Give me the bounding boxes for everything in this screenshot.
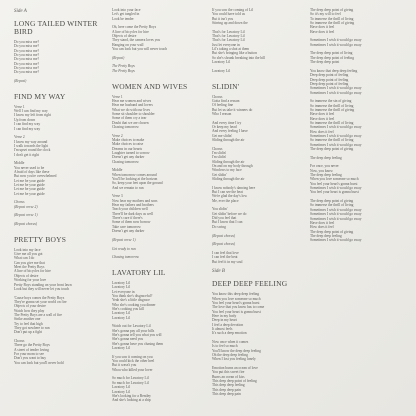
lyric-line: But she's bringing like a button	[212, 51, 257, 56]
lyric-line: That's for Lavatory Lil	[212, 29, 245, 34]
lyric-line: Lavatory Lil	[212, 68, 231, 73]
lyric-line: So immerse the thrill of living	[310, 103, 354, 108]
lyric-line: You'll be looking at the horizon	[112, 177, 158, 182]
lyric-line: (Repeat verse 1)	[112, 237, 136, 242]
lyric-line: The deep deep feeling	[310, 155, 342, 160]
lyric-line: Let me be your guide	[14, 191, 45, 196]
lyric-line: She's looking for a Bentley	[112, 393, 151, 398]
lyric-line: They're gonna set your world on fire	[14, 299, 67, 304]
lyric-line: Get slidin'	[212, 172, 227, 177]
lyric-line: Middle	[112, 168, 123, 173]
lyric-line: Lavatory Lil	[112, 285, 131, 290]
lyric-line: Watch out for Lavatory Lil	[112, 324, 151, 329]
lyric-line: The Pretty Boys are a wall of fire	[14, 312, 62, 317]
lyric-line: Up from down	[14, 117, 36, 122]
lyric-line: Dreams in our hearts	[112, 146, 143, 151]
lyric-line: Lil's taking a shot at them	[212, 47, 250, 52]
lyric-line: Have does it feel	[310, 29, 335, 34]
lyric-line: Did you feel that	[212, 216, 237, 221]
lyric-line: But it wasn't you	[112, 363, 137, 368]
lyric-line: So immerse the thrill of living	[310, 203, 354, 208]
lyric-line: This deep deep feeling	[212, 383, 245, 388]
lyric-line: Look be tender	[112, 16, 134, 21]
lyric-line: So much for Lavatory Lil	[112, 380, 149, 385]
lyric-line: Sliding through the air	[212, 159, 245, 164]
lyric-line: But feel it in my soul	[212, 259, 243, 264]
lyric-stanza	[212, 69, 302, 78]
lyric-line: Sometimes I wish it would go away	[310, 238, 362, 243]
stanza-gap	[212, 397, 302, 401]
lyric-line: Don't put up a fight	[14, 330, 42, 335]
lyric-line: Sometimes I wish it would go away	[310, 90, 362, 95]
lyric-line: Burns an ocean of kiss	[212, 374, 245, 379]
lyric-stanza	[112, 281, 202, 324]
lyric-line: Lavatory Lil	[112, 311, 131, 316]
lyric-stanza	[310, 164, 400, 247]
stanza-gap	[212, 73, 302, 77]
lyric-line: Doesn't get any darker	[112, 155, 145, 160]
lyric-stanza	[212, 251, 302, 268]
lyric-stanza	[112, 56, 202, 78]
lyric-line: Make choices to make	[112, 137, 145, 142]
lyric-line: Chorus	[212, 146, 223, 151]
lyric-stanza	[212, 292, 302, 340]
lyric-line: That's for Lavatory Lil	[212, 34, 245, 39]
lyric-line: Look but they will never let you touch	[14, 286, 70, 291]
lyric-line: Hear my fathers and brothers	[112, 203, 154, 208]
lyric-line: Look into my face	[14, 247, 41, 252]
lyric-stanza	[112, 134, 202, 169]
lyric-line: Sometimes I wish it would go away	[310, 186, 362, 191]
song-title: FIND MY WAY	[14, 91, 66, 101]
song-title: DEEP DEEP FEELING	[212, 279, 288, 289]
lyric-line: Hear me husband and lovers	[112, 103, 153, 108]
lyric-line: Hanging on your wall	[112, 42, 144, 47]
lyric-line: Me, ever the place	[212, 198, 239, 203]
lyric-line: You could have told us	[212, 12, 245, 17]
lyric-line: Emotion burns an ocean of love	[212, 366, 258, 371]
lyric-line: She's cooking you kill	[112, 306, 144, 311]
lyric-line: The Pretty Boys	[112, 64, 135, 69]
lyric-stanza	[14, 40, 104, 79]
lyric-line: Objects of your desire	[14, 304, 46, 309]
lyric-line: You feel your heart is gonna burst	[310, 190, 359, 195]
lyric-line: Now, you know	[310, 168, 333, 173]
lyric-line: (Repeat verse 2)	[14, 204, 38, 209]
lyric-line: Oh, here come the Pretty Boys	[112, 25, 157, 30]
lyric-line: Try to feel that high	[14, 321, 43, 326]
lyric-line: Sometimes I wish it would go away	[310, 42, 362, 47]
lyric-line: But it isn't you	[212, 16, 234, 21]
lyric-line: Sometimes I wish it would go away	[310, 207, 362, 212]
lyric-line: I can find my way	[14, 126, 41, 131]
lyric-stanza	[212, 95, 302, 147]
lyric-line: For once, you never	[310, 164, 339, 169]
lyric-line: You could kick the other heel	[112, 359, 155, 364]
lyric-line: Sliding through the air	[212, 177, 245, 182]
lyric-line: Verse 2	[112, 133, 123, 138]
lyric-line: Chasing tomorrow	[112, 255, 139, 260]
lyric-line: Lavatory Lil	[112, 385, 131, 390]
lyric-stanza	[112, 355, 202, 407]
lyric-line: Verse 1	[112, 94, 123, 99]
lyric-line: Let everyone in	[112, 289, 135, 294]
lyric-line: Objects of desire	[14, 273, 39, 278]
lyric-line: Sometimes I wish it would go away	[310, 142, 362, 147]
lyric-line: Have does it feel	[310, 220, 335, 225]
lyric-line: Windows to my face	[212, 168, 242, 173]
lyric-line: There'll be dark days as well	[112, 211, 154, 216]
lyric-line: When I lost you feeling lonely	[212, 357, 256, 362]
lyric-line: Sometimes I wish it would go away	[310, 133, 362, 138]
lyric-line: What can I do	[14, 256, 35, 261]
lyric-line: I know nobody's dancing here	[212, 185, 256, 190]
lyric-line: Now once when it comes	[212, 340, 249, 345]
lyric-line: (Repeat chorus)	[212, 242, 236, 247]
lyric-line: Lavatory Lil	[212, 60, 231, 65]
lyric-line: And she's looking at a ship	[112, 398, 151, 403]
lyric-line: Afraid of days like these	[14, 169, 50, 174]
lyric-line: Let me be your guide	[14, 182, 45, 187]
lyric-stanza	[212, 234, 302, 251]
lyric-line: A street of tender loving	[14, 347, 49, 352]
lyrics-column-2	[112, 8, 202, 407]
lyric-line: Can you give me that	[14, 260, 45, 265]
lyric-line: Deep deep point of feeling	[310, 77, 349, 82]
lyric-line: We're glad the day's low	[212, 194, 247, 199]
lyric-line: Get me slidin'	[212, 133, 233, 138]
lyric-line: Of feeling fine	[212, 103, 234, 108]
lyric-line: They stand, the camera loves you	[112, 38, 161, 43]
lyric-line: They got nowhere to run	[14, 325, 50, 330]
lyric-line: Verse 1	[14, 104, 25, 109]
lyric-line: She's gonna have you chasing them	[112, 341, 164, 346]
lyric-line: You feel your heart's gonna burst	[212, 300, 260, 305]
lyric-stanza	[212, 340, 302, 401]
stanza-gap	[310, 243, 400, 247]
lyric-line: But let us take it winners do	[212, 107, 253, 112]
lyric-line: It's such a deep emotion	[212, 331, 247, 336]
lyric-line: The deep deep point of living	[310, 51, 353, 56]
lyric-line: Chorus	[14, 200, 25, 205]
lyric-line: So she's shrunk breaking into the hill	[212, 55, 266, 60]
lyric-line: So immerse the thrill of giving	[310, 21, 355, 26]
song-title: PRETTY BOYS	[14, 234, 67, 244]
side-label: Side B	[212, 269, 225, 275]
lyric-line: Get slidin' before we do	[212, 211, 247, 216]
lyric-line: Verse 2	[14, 135, 25, 140]
lyric-line: Lavatory Lil	[112, 346, 131, 351]
stanza-gap	[14, 365, 104, 369]
lyric-line: That's for Lavatory Lil	[212, 38, 245, 43]
lyric-line: Chasing tomorrow	[112, 124, 139, 129]
lyric-line: Look into your face	[112, 8, 141, 12]
lyric-stanza	[14, 161, 104, 200]
lyric-line: You know that deep deep feeling	[310, 68, 358, 73]
lyric-line: (Repeat chorus)	[212, 233, 236, 238]
lyric-stanza	[212, 8, 302, 69]
lyric-line: The deep deep feeling	[310, 233, 342, 238]
stanza-gap	[112, 73, 202, 77]
lyric-line: Sliding through the air	[212, 137, 245, 142]
lyric-line: The deep deep point of giving	[310, 229, 354, 234]
lyric-stanza	[112, 8, 202, 56]
lyric-line: Do you miss me?	[14, 48, 40, 53]
lyric-line: When you love someone so much	[310, 177, 359, 182]
stanza-gap	[14, 226, 104, 230]
lyric-line: The deep deep point of giving	[310, 8, 354, 12]
song-title: WOMEN AND WIVES	[112, 81, 188, 91]
lyric-line: Oh the deep deep feeling	[212, 353, 248, 358]
lyric-line: She's gonna tell you what you will	[112, 333, 162, 338]
lyric-line: Sometimes I wish it would go away	[310, 38, 362, 43]
lyric-line: She's gonna need you	[112, 337, 144, 342]
lyric-line: Who she's cooking you dinner	[112, 302, 156, 307]
lyric-line: The love that you know has to come	[212, 305, 265, 310]
lyrics-column-3	[212, 8, 302, 401]
lyric-line: Some of them now borrow	[112, 220, 151, 225]
lyric-line: On and on my body through	[212, 164, 253, 168]
lyric-line: Deep in my heart	[212, 318, 237, 323]
lyric-stanza	[112, 324, 202, 354]
lyric-line: Well I can find my way	[14, 109, 48, 114]
lyric-line: So, keep your feet upon the ground	[112, 181, 163, 186]
lyric-line: I can feel that love	[212, 250, 239, 255]
lyric-line: Do you miss me?	[14, 66, 40, 71]
lyric-line: I walk towards the light	[14, 143, 49, 148]
lyric-line: It almost feels	[212, 327, 233, 331]
stanza-gap	[112, 403, 202, 407]
lyric-stanza	[14, 135, 104, 161]
lyric-line: You think she's disgraceful?	[112, 293, 153, 298]
lyric-line: Doubt that we are chosen	[112, 120, 149, 125]
lyric-line: Laughter turned to sorrow	[112, 150, 150, 155]
lyric-line: So much for Lavatory Lil	[112, 376, 149, 381]
lyric-line: Have does it feel	[310, 116, 335, 121]
lyric-line: (Repeat)	[112, 55, 125, 60]
lyric-line: Do you miss me?	[14, 57, 40, 62]
lyric-line: Sometimes I wish it would go away	[310, 212, 362, 217]
lyric-line: I'm upset round the clock	[14, 148, 51, 153]
lyric-stanza	[310, 69, 400, 165]
lyric-line: Lavatory Lil	[112, 280, 131, 285]
lyric-line: And we remain to run	[112, 185, 144, 190]
lyric-line: How does it feel	[310, 225, 334, 230]
lyric-line: Watch how they play	[14, 308, 45, 313]
lyric-line: You can look but you'll never hold	[14, 360, 64, 365]
lyric-line: Let's get tangled in	[112, 12, 140, 17]
lyric-line: Give me all you got	[14, 252, 43, 257]
lyric-line: The deep deep feeling	[310, 173, 342, 178]
lyric-line: Working for your love	[14, 278, 47, 283]
lyric-line: To immerse the thrill of living	[310, 16, 354, 21]
lyric-line: Do you miss me?	[14, 70, 40, 75]
lyric-line: You never used to be	[14, 165, 45, 170]
lyric-line: A line of bicycles for hire	[14, 269, 51, 274]
lyric-line: There's care if there's	[112, 216, 143, 221]
lyric-line: Who I reason	[212, 111, 232, 116]
lyric-line: Don't you want to buy	[14, 356, 46, 361]
lyric-line: Chasing tomorrow	[112, 159, 139, 164]
lyric-line: Have does it feel	[310, 112, 335, 117]
lyric-line: If you saw the coming of Lil	[212, 8, 254, 12]
lyric-line: Chorus	[14, 338, 25, 343]
lyric-line: Have does it feel	[310, 25, 335, 30]
lyric-line: Just let everyone in	[212, 42, 240, 47]
lyric-line: So immerse the sin of giving	[310, 99, 352, 104]
lyric-line: Do swing	[212, 224, 226, 229]
lyric-line: Take care tomorrow	[112, 224, 141, 229]
lyric-line: You can look but you will never touch	[112, 47, 168, 52]
lyric-line: So immerse the thrill of living	[310, 138, 354, 143]
lyric-line: Do you miss me?	[14, 53, 40, 58]
lyric-line: What we do with our lives	[112, 107, 151, 112]
lyric-line: Pretty Boys standing on your front lawn	[14, 282, 72, 287]
lyric-line: If you saw it coming on you	[112, 354, 153, 359]
lyric-line: This deep deep point of feeling	[212, 379, 257, 384]
lyric-line: You put this sweet fire	[212, 370, 245, 375]
lyric-line: So it's my will to feel	[310, 12, 341, 17]
lyric-line: Lavatory Lil	[112, 315, 131, 320]
lyric-line: I'm slidin'	[212, 155, 227, 160]
lyric-line: But now you're overwhelmed	[14, 174, 57, 179]
lyric-stanza	[310, 8, 400, 69]
lyric-stanza	[14, 200, 104, 230]
lyric-line: She's gonna pay all your bills	[112, 328, 155, 333]
lyric-line: I'm slidin'	[212, 150, 227, 155]
lyric-line: Do you miss me?	[14, 40, 40, 44]
lyric-line: This deep deep pain	[212, 392, 241, 397]
lyrics-column-4	[310, 8, 400, 247]
lyric-line: Middle	[14, 161, 25, 166]
lyric-stanza	[14, 105, 104, 135]
lyric-line: So immerse the thrill of giving	[310, 107, 355, 112]
lyric-line: A line of bicycles for hire	[112, 29, 149, 34]
stanza-gap	[14, 83, 104, 87]
lyric-line: Yeah she's a little disgrace	[112, 298, 150, 303]
lyric-stanza	[112, 238, 202, 264]
lyric-line: For your mom to see	[14, 352, 44, 356]
lyric-line: You feel your heart is gonna burst	[212, 309, 261, 314]
song-title: SLIDIN'	[212, 81, 240, 91]
lyric-line: (Repeat verse 1)	[14, 213, 38, 218]
lyric-line: Let me be your guide	[14, 178, 45, 183]
lyric-line: But I can see the beat	[212, 190, 243, 195]
lyric-line: I know my way around	[14, 139, 48, 144]
lyric-line: When you love someone so much	[212, 296, 261, 301]
lyric-line: Deep deep point of feeling	[310, 81, 349, 86]
lyric-line: How does it feel	[310, 129, 334, 134]
lyric-line: Make choices to raise	[112, 142, 144, 147]
lyric-line: Do you miss me?	[14, 61, 40, 66]
lyric-line: You'll know the deep deep feeling	[212, 348, 261, 353]
lyric-line: Deep deep point of feeling	[310, 73, 349, 78]
lyric-stanza	[14, 296, 104, 339]
lyric-line: So immerse the thrill of living	[310, 120, 354, 125]
lyric-line: Teach your children well	[112, 207, 148, 212]
lyric-line: 'Cause boys comes the Pretty Boys	[14, 295, 65, 300]
lyric-line: I feel a deep devotion	[212, 322, 244, 327]
lyric-line: Meet the Pretty Boys	[14, 265, 45, 270]
lyric-line: And every feeling I have	[212, 129, 248, 134]
lyric-line: Lavatory Lil	[112, 389, 131, 394]
lyric-line: Whoa who killed your lover	[112, 367, 153, 372]
lyric-line: Stirring up and down the	[212, 21, 248, 26]
lyric-line: Get ready to run	[112, 246, 136, 251]
lyric-stanza	[212, 147, 302, 186]
lyric-line: Objects of desire	[112, 34, 137, 39]
lyric-line: Let me be your guide	[14, 187, 45, 192]
lyric-line: Is to feel so much	[212, 344, 238, 349]
lyric-line: Gotta find a reason	[212, 98, 240, 103]
lyric-line: Some sit shoulder to shoulder	[112, 111, 155, 116]
song-title: LONG TAILED WINTER BIRD	[14, 19, 98, 36]
stanza-gap	[112, 260, 202, 264]
lyric-line: Do you miss me?	[14, 44, 40, 49]
lyric-stanza	[14, 79, 104, 88]
lyric-line: Here in my body	[212, 313, 237, 318]
lyric-line: Some of them cry a tear	[112, 116, 147, 121]
lyric-line: This deep deep pain	[212, 387, 241, 392]
lyrics-column-1	[14, 8, 104, 369]
lyric-line: I can feel the beat	[212, 255, 238, 260]
lyric-line: Sometimes I wish it would go away	[310, 86, 362, 91]
lyric-line: You slidin'	[212, 207, 228, 212]
lyric-line: Doesn't get any darker	[112, 229, 145, 234]
song-title: LAVATORY LIL	[112, 267, 166, 277]
lyric-line: But I know that I can	[212, 220, 243, 225]
lyric-line: Sometimes I wish it would go away	[310, 216, 362, 221]
side-label: Side A	[14, 9, 27, 14]
lyric-line: You know this deep deep feeling	[212, 292, 260, 297]
lyric-line: Strike another one	[14, 317, 41, 322]
lyric-line: (Repeat)	[14, 79, 27, 84]
lyric-line: Now hear my mothers and sons	[112, 198, 158, 203]
lyric-line: Hear me women and wives	[112, 98, 152, 103]
lyric-line: The deep deep point of giving	[310, 199, 354, 204]
lyric-line: I can find my way	[14, 122, 41, 127]
lyric-line: I don't get it right	[14, 152, 40, 157]
lyric-line: Or keep my head	[212, 124, 237, 129]
lyric-stanza	[212, 186, 302, 234]
lyric-line: Chorus	[212, 94, 223, 99]
lyric-stanza	[112, 194, 202, 237]
lyric-line: The Pretty Boys	[112, 68, 135, 73]
lyric-line: There go the Pretty Boys	[14, 343, 50, 348]
lyric-stanza	[112, 168, 202, 194]
lyric-stanza	[112, 95, 202, 134]
lyric-line: Verse 3	[112, 194, 123, 199]
lyric-line: The deep deep point of feeling	[310, 55, 355, 60]
lyric-line: I know my left from right	[14, 113, 51, 118]
lyric-stanza	[14, 339, 104, 369]
lyric-line: The deep deep point of giving	[310, 147, 354, 151]
lyric-stanza	[14, 248, 104, 296]
lyric-line: (Repeat chorus)	[14, 222, 38, 227]
lyric-line: And every time I try	[212, 120, 242, 125]
lyric-line: The deep deep point	[310, 60, 340, 65]
lyric-line: You feel your heart's gonna burst	[310, 181, 358, 186]
lyric-line: When tomorrow comes around	[112, 172, 157, 177]
lyric-line: Sometimes I wish it would go away	[310, 125, 362, 130]
